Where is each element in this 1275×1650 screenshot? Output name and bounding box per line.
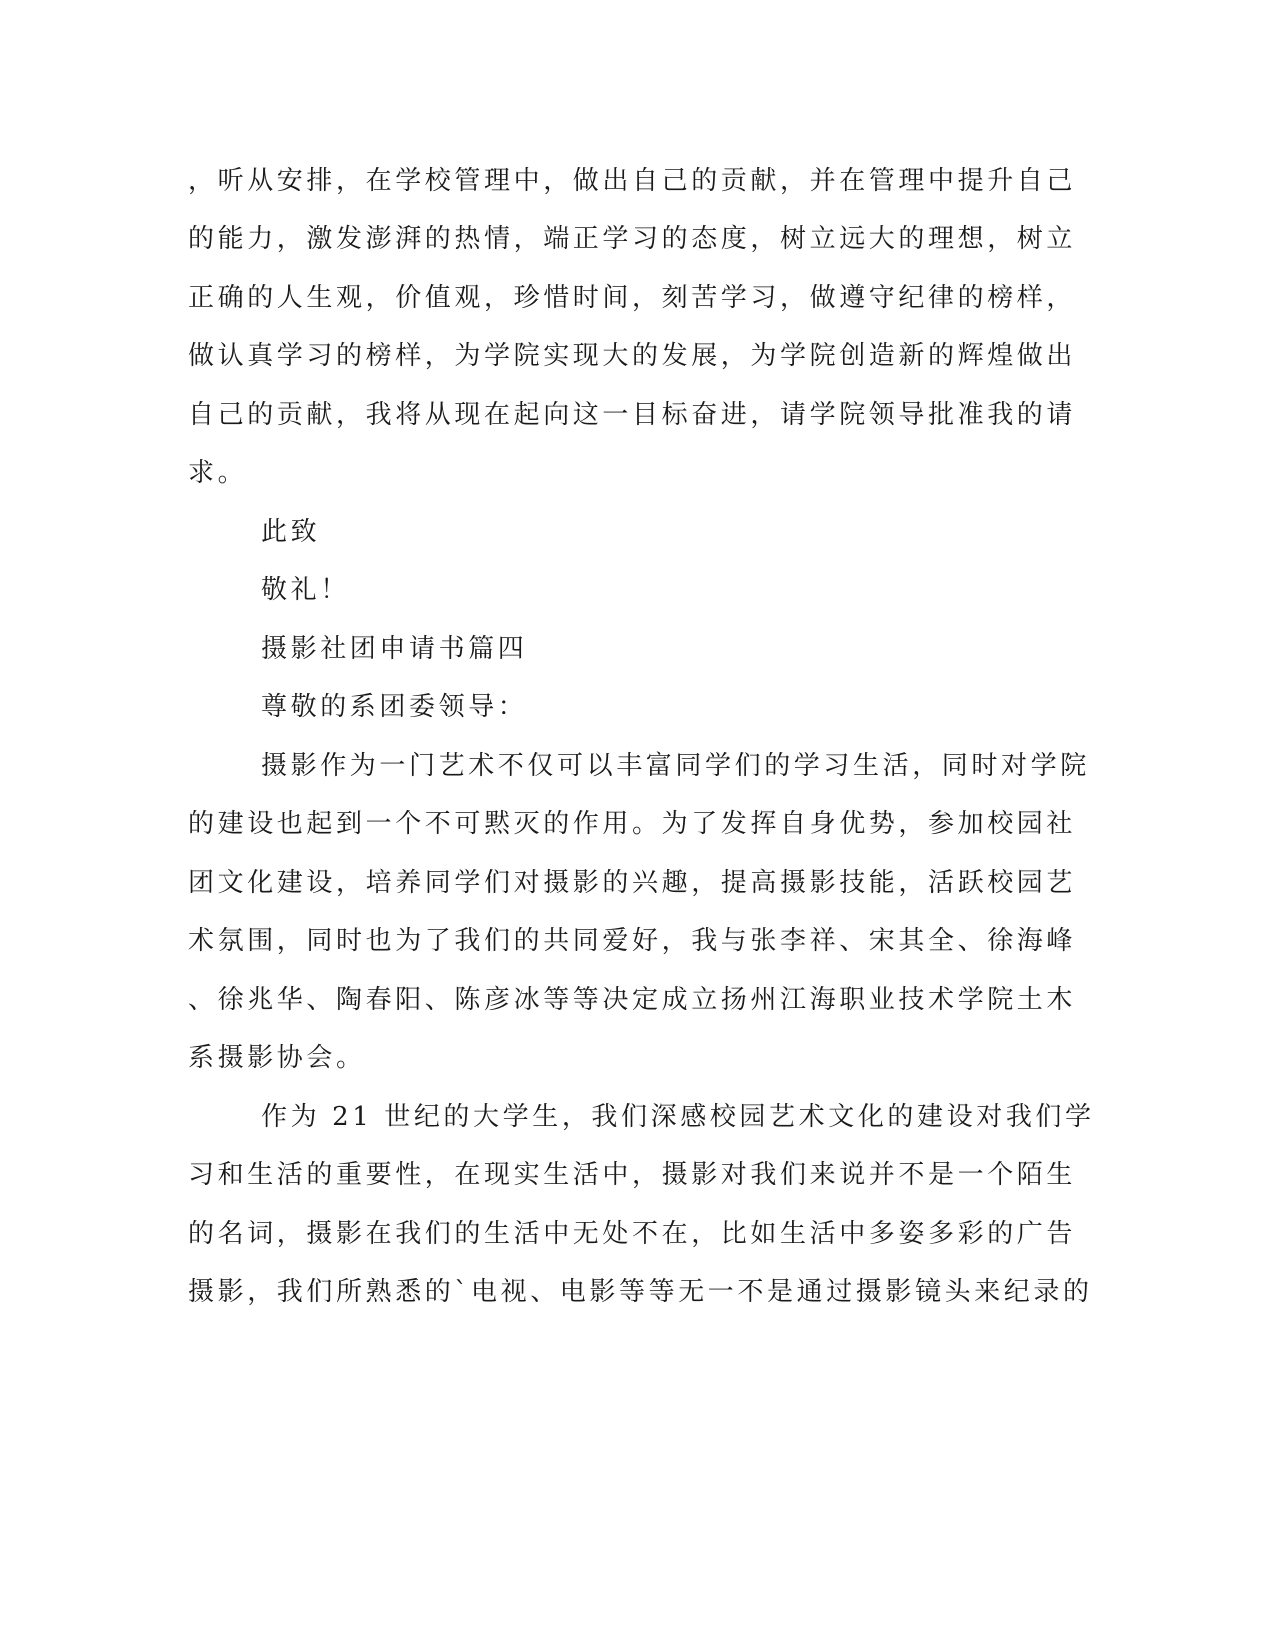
text-line: 习和生活的重要性，在现实生活中，摄影对我们来说并不是一个陌生 [188,1160,1077,1190]
text-line: 系摄影协会。 [188,1043,366,1073]
text-line: 作为 21 世纪的大学生，我们深感校园艺术文化的建设对我们学 [261,1102,1095,1132]
text-line: 摄影，我们所熟悉的`电视、电影等等无一不是通过摄影镜头来纪录的 [188,1277,1093,1307]
text-line: 、徐兆华、陶春阳、陈彦冰等等决定成立扬州江海职业技术学院土木 [188,985,1077,1015]
text-line: ，听从安排，在学校管理中，做出自己的贡献，并在管理中提升自己 [188,166,1077,196]
text-line: 自己的贡献，我将从现在起向这一目标奋进，请学院领导批准我的请 [188,400,1077,430]
text-line: 求。 [188,458,248,488]
section-heading: 摄影社团申请书篇四 [261,634,528,664]
text-line: 摄影作为一门艺术不仅可以丰富同学们的学习生活，同时对学院 [261,751,1090,781]
text-line: 的建设也起到一个不可黙灭的作用。为了发挥自身优势，参加校园社 [188,809,1077,839]
text-line: 的名词，摄影在我们的生活中无处不在，比如生活中多姿多彩的广告 [188,1219,1077,1249]
text-line: 的能力，激发澎湃的热情，端正学习的态度，树立远大的理想，树立 [188,224,1077,254]
text-line: 团文化建设，培养同学们对摄影的兴趣，提高摄影技能，活跃校园艺 [188,868,1077,898]
text-line: 术氛围，同时也为了我们的共同爱好，我与张李祥、宋其全、徐海峰 [188,926,1077,956]
greeting: 尊敬的系团委领导： [261,692,528,722]
closing-salutation: 此致 [261,517,321,547]
text-line: 做认真学习的榜样，为学院实现大的发展，为学院创造新的辉煌做出 [188,341,1077,371]
text-line: 正确的人生观，价值观，珍惜时间，刻苦学习，做遵守纪律的榜样， [188,283,1077,313]
closing-regards: 敬礼！ [261,575,350,605]
